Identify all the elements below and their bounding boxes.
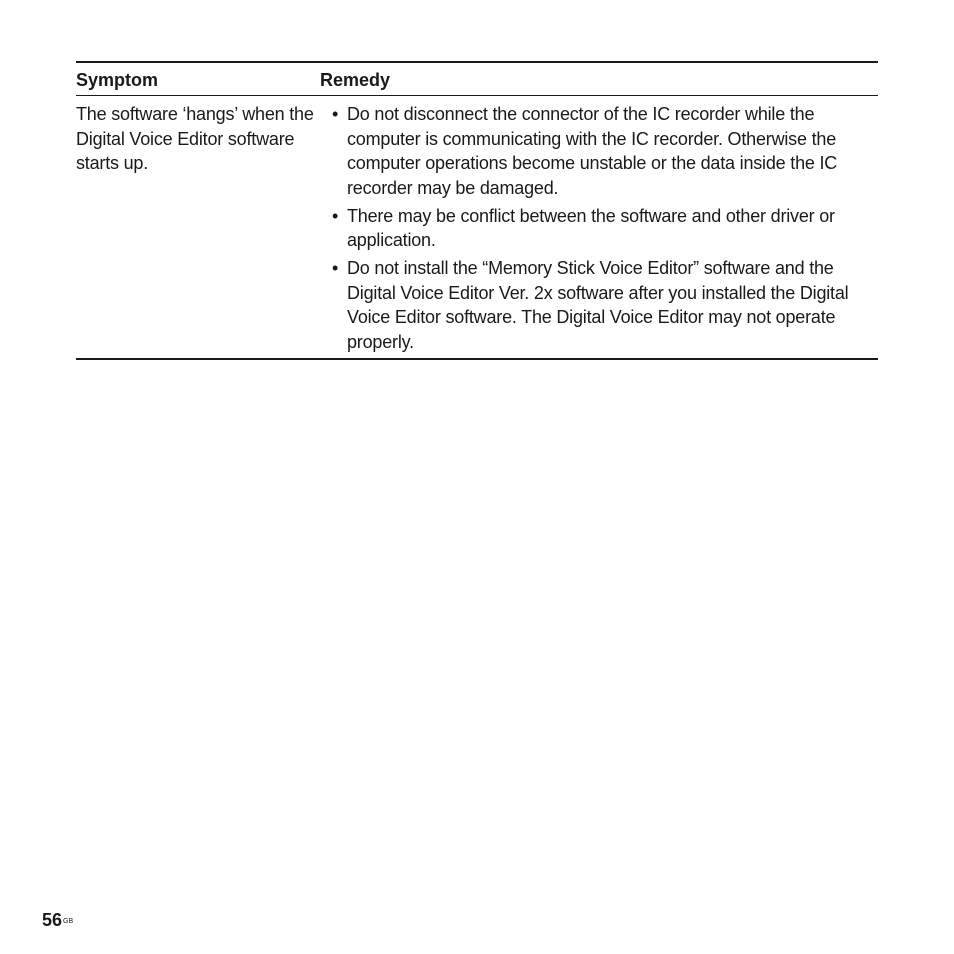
bullet-icon: •: [332, 258, 339, 278]
header-remedy: Remedy: [320, 70, 391, 90]
remedy-item: [332, 256, 878, 354]
remedy-item: [332, 102, 878, 200]
symptom-cell: The software ‘hangs’ when the Digital Voice Editor software starts up.: [76, 104, 314, 173]
header-symptom: Symptom: [76, 70, 159, 90]
table-row: [76, 96, 878, 358]
page-number-suffix: GB: [63, 918, 74, 925]
remedy-cell: [332, 102, 878, 354]
remedy-text: There may be conflict between the software and other driver or application.: [347, 205, 835, 250]
bullet-icon: •: [332, 205, 339, 226]
table-header-row: [76, 63, 878, 95]
page-number-value: 56: [42, 910, 63, 930]
remedy-list: [332, 102, 878, 354]
bullet-icon: •: [332, 104, 339, 124]
remedy-text: Do not install the “Memory Stick Voice Editor” software and the Digital Voice Editor Ver. 2x software after you installed the Digital Voice Editor software. The Digital Voice Editor may not operate properly.: [347, 258, 849, 352]
table-bottom-rule: [76, 358, 878, 360]
page-number: [42, 908, 73, 932]
remedy-text: Do not disconnect the connector of the IC recorder while the computer is communicating with the IC recorder. Otherwise the computer operations become unstable or the data inside the IC recorder may be damaged.: [347, 104, 838, 198]
remedy-item: [332, 204, 878, 253]
troubleshooting-table: [76, 61, 878, 360]
